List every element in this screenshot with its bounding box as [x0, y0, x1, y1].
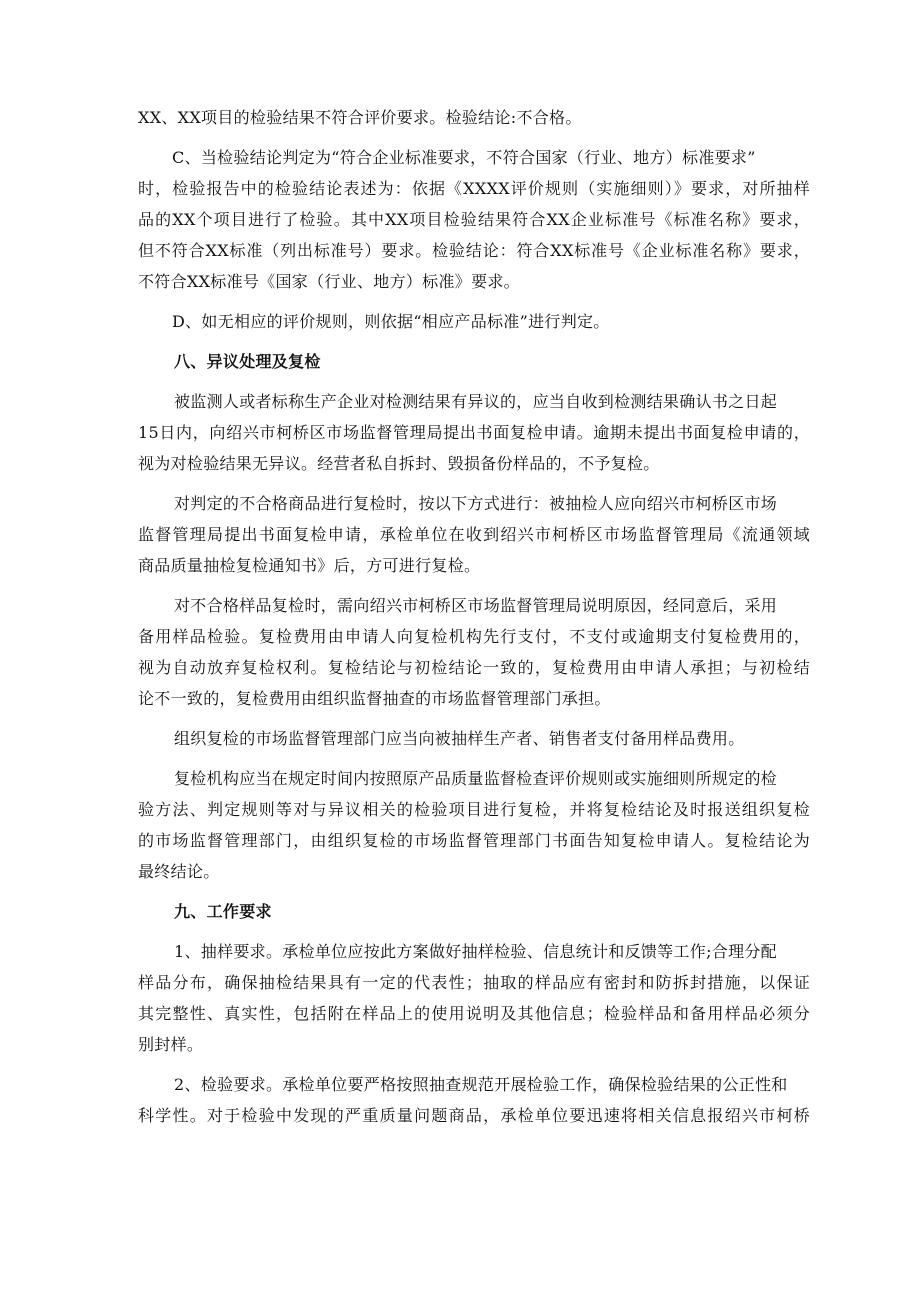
paragraph-recheck-line: 商品质量抽检复检通知书》后，方可进行复检。: [138, 556, 481, 575]
section-heading-objection: 八、异议处理及复检: [174, 352, 321, 371]
paragraph-testing-line: 科学性。对于检验中发现的严重质量问题商品，承检单位要迅速将相关信息报绍兴市柯桥: [138, 1106, 810, 1125]
paragraph-agency-line: 最终结论。: [138, 862, 220, 881]
paragraph-agency-line: 的市场监督管理部门，由组织复检的市场监督管理部门书面告知复检申请人。复检结论为: [138, 831, 810, 850]
paragraph-sampling-line: 别封样。: [138, 1035, 204, 1054]
paragraph-recheck-line: 对判定的不合格商品进行复检时，按以下方式进行：被抽检人应向绍兴市柯桥区市场: [174, 494, 778, 513]
paragraph-sampling-line: 样品分布，确保抽检结果具有一定的代表性；抽取的样品应有密封和防拆封措施，以保证: [138, 973, 810, 992]
paragraph-sample-line: 视为自动放弃复检权利。复检结论与初检结论一致的，复检费用由申请人承担；与初检结: [138, 658, 810, 677]
paragraph-sample-line: 对不合格样品复检时，需向绍兴市柯桥区市场监督管理局说明原因，经同意后，采用: [174, 596, 778, 615]
paragraph-fee-line: 组织复检的市场监督管理部门应当向被抽样生产者、销售者支付备用样品费用。: [174, 729, 745, 748]
paragraph-objection-line: 15日内，向绍兴市柯桥区市场监督管理局提出书面复检申请。逾期未提出书面复检申请的，: [138, 423, 810, 442]
paragraph-c-line: C、当检验结论判定为“符合企业标准要求，不符合国家（行业、地方）标准要求”: [172, 148, 756, 167]
paragraph-recheck-line: 监督管理局提出书面复检申请，承检单位在收到绍兴市柯桥区市场监督管理局《流通领域: [138, 525, 810, 544]
paragraph-objection-line: 被监测人或者标称生产企业对检测结果有异议的，应当自收到检测结果确认书之日起: [174, 392, 778, 411]
paragraph-sampling-line: 其完整性、真实性，包括附在样品上的使用说明及其他信息；检验样品和备用样品必须分: [138, 1004, 810, 1023]
paragraph-c-line: 但不符合XX标准（列出标准号）要求。检验结论：符合XX标准号《企业标准名称》要求，: [138, 241, 810, 260]
paragraph-agency-line: 验方法、判定规则等对与异议相关的检验项目进行复检，并将复检结论及时报送组织复检: [138, 800, 810, 819]
paragraph-sample-line: 备用样品检验。复检费用由申请人向复检机构先行支付，不支付或逾期支付复检费用的，: [138, 627, 810, 646]
paragraph-c-line: 品的XX个项目进行了检验。其中XX项目检验结果符合XX企业标准号《标准名称》要求，: [138, 210, 810, 229]
paragraph-agency-line: 复检机构应当在规定时间内按照原产品质量监督检查评价规则或实施细则所规定的检: [174, 769, 778, 788]
paragraph-sample-line: 论不一致的，复检费用由组织监督抽查的市场监督管理部门承担。: [138, 689, 611, 708]
paragraph-d-line: D、如无相应的评价规则，则依据“相应产品标准”进行判定。: [172, 312, 610, 331]
paragraph-testing-line: 2、检验要求。承检单位要严格按照抽查规范开展检验工作，确保检验结果的公正性和: [174, 1075, 788, 1094]
document-body: [138, 102, 810, 1131]
text-line: XX、XX项目的检验结果不符合评价要求。检验结论:不合格。: [138, 108, 582, 127]
paragraph-sampling-line: 1、抽样要求。承检单位应按此方案做好抽样检验、信息统计和反馈等工作;合理分配: [174, 942, 777, 961]
paragraph-objection-line: 视为对检验结果无异议。经营者私自拆封、毁损备份样品的，不予复检。: [138, 454, 660, 473]
paragraph-c-line: 时，检验报告中的检验结论表述为：依据《XXXX评价规则（实施细则）》要求，对所抽样: [138, 179, 810, 198]
section-heading-requirements: 九、工作要求: [174, 902, 272, 921]
paragraph-c-line: 不符合XX标准号《国家（行业、地方）标准》要求。: [138, 272, 520, 291]
